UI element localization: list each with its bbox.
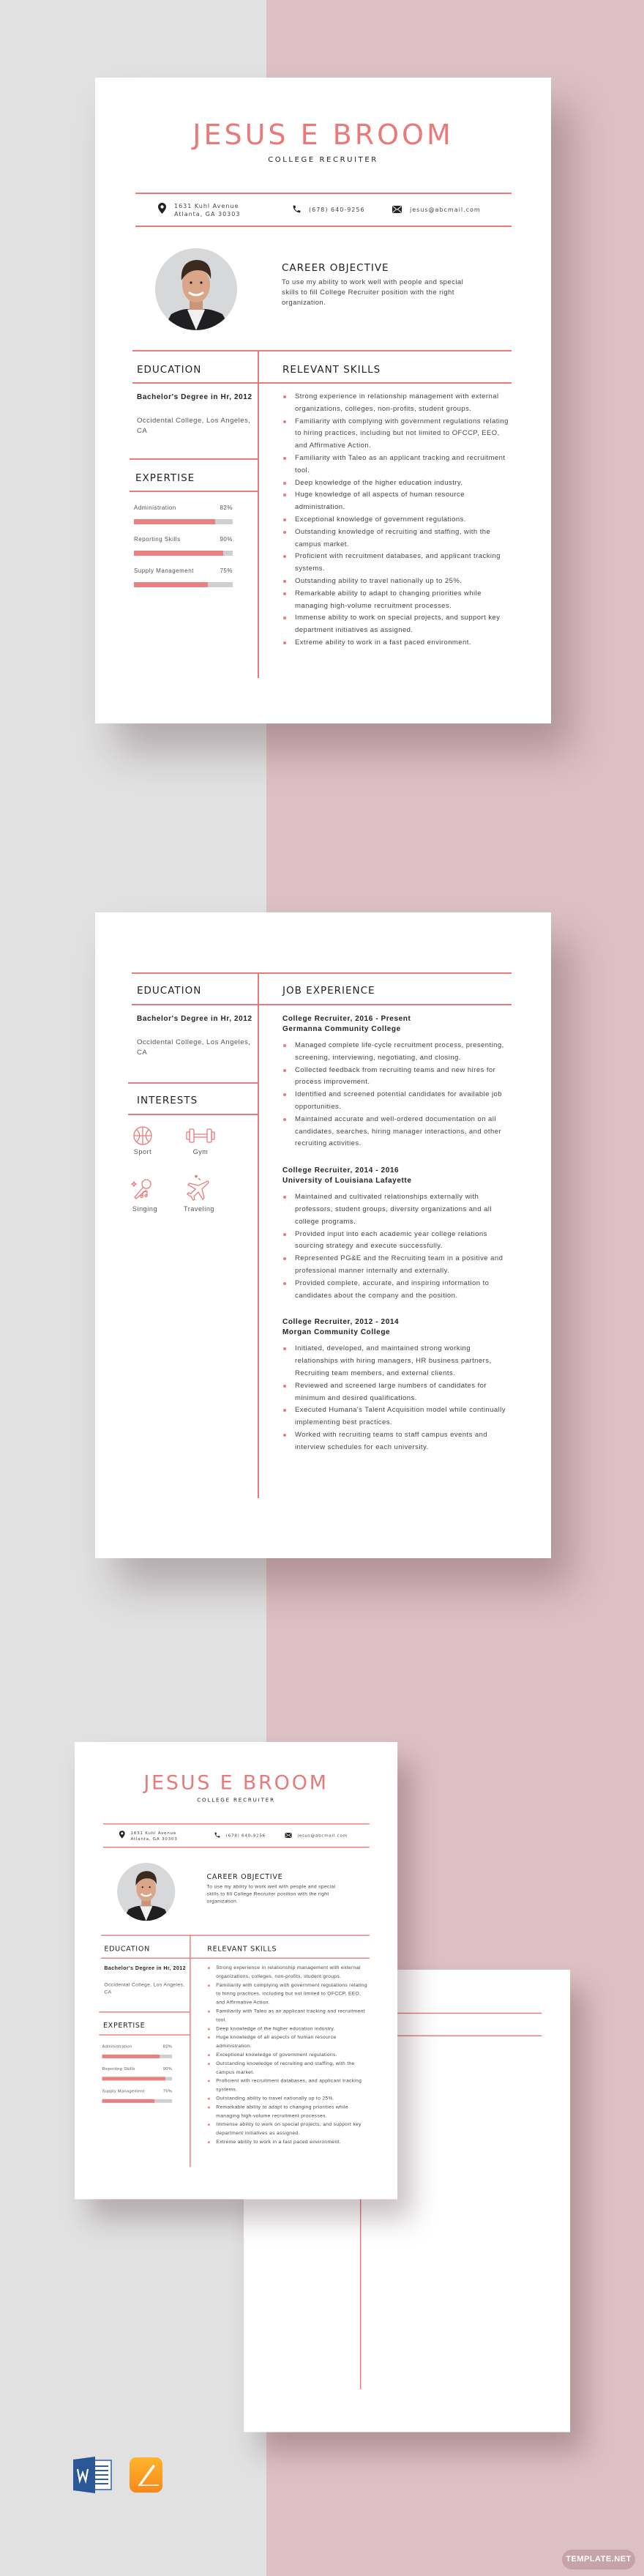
skill-item: Immense ability to work on special projects, and support key department initiatives as assigned. [207,2121,369,2138]
email-address: jesus@abcmail.com [297,1833,348,1838]
phone-icon [292,204,302,214]
expertise-bar [102,2099,173,2103]
candidate-name: JESUS E BROOM [143,1771,329,1794]
expertise-percent: 75% [220,567,233,574]
phone-icon [214,1831,220,1838]
email-address: jesus@abcmail.com [410,206,481,213]
education-school: Occidental College, Los Angeles, CA [137,1038,251,1057]
skill-item: Familiarity with Taleo as an applicant tracking and recruitment tool. [282,453,511,477]
job-bullet: Initiated, developed, and maintained strong working relationships with hiring managers, HR business partners, Recruiting team members, and external clients. [282,1343,511,1380]
divider [130,491,258,492]
job-bullet: Managed complete life-cycle recruitment process, presenting, screening, interviewing, negotiating, and closing. [282,1040,511,1065]
address-line-2: Atlanta, GA 30303 [130,1836,178,1842]
envelope-icon [285,1833,291,1838]
job-entry [282,1317,511,1453]
expertise-label: Administration [102,2044,132,2050]
expertise-bar [102,2077,173,2080]
expertise-label: Reporting Skills [134,536,181,543]
expertise-bar-fill [134,551,223,556]
skill-item: Remarkable ability to adapt to changing priorities while managing high-volume recruitment processes. [207,2103,369,2121]
skill-item: Strong experience in relationship management with external organizations, colleges, non-profits, student groups. [282,391,511,416]
expertise-label: Supply Management [134,567,194,574]
job-company: Germanna Community College [282,1025,401,1033]
experience-list [282,1014,511,1470]
job-bullet: Collected feedback from recruiting teams and new hires for process improvement. [282,1065,511,1090]
expertise-percent: 90% [220,536,233,543]
job-bullets [282,1040,511,1150]
expertise-bar-fill [102,2099,155,2103]
candidate-name: JESUS E BROOM [192,119,454,151]
expertise-label: Administration [134,505,176,511]
career-objective-text: To use my ability to work well with people and special skills to fill College Recruiter position with the right organization. [206,1883,336,1905]
skill-item: Familiarity with Taleo as an applicant tracking and recruitment tool. [207,2007,369,2025]
education-heading: EDUCATION [104,1944,150,1954]
skill-item: Familiarity with complying with government regulations relating to hiring practices, including but not limited to OFCCP, EEO, and Affirmative Action. [282,416,511,453]
job-bullet: Provided input into each academic year college relations sourcing strategy and execute successfully. [282,1229,511,1254]
column-divider [258,350,259,678]
job-entry [282,1166,511,1302]
expertise-list [102,2044,173,2107]
career-objective-heading: CAREER OBJECTIVE [282,262,389,274]
expertise-label: Reporting Skills [102,2066,135,2071]
skills-list [282,391,511,649]
location-pin-icon [158,203,166,214]
job-title: COLLEGE RECRUITER [197,1797,275,1803]
basketball-icon [132,1125,154,1147]
dumbbell-icon [186,1127,215,1144]
expertise-bar [134,582,233,587]
location-pin-icon [119,1831,125,1839]
job-title: College Recruiter, 2014 - 2016 [282,1166,400,1175]
interest-label: Traveling [183,1205,215,1213]
job-title: COLLEGE RECRUITER [268,156,378,164]
expertise-bar [102,2055,173,2058]
divider [132,1004,512,1005]
job-bullets [282,1191,511,1302]
interests-heading: INTERESTS [137,1095,198,1106]
resume-page-2 [95,912,551,1558]
phone-number: (678) 640-9256 [225,1833,266,1838]
skill-item: Extreme ability to work in a fast paced environment. [282,637,511,649]
job-bullets [282,1343,511,1453]
job-company: University of Louisiana Lafayette [282,1177,412,1185]
skill-item: Outstanding knowledge of recruiting and staffing, with the campus market. [207,2060,369,2077]
skill-item: Familiarity with complying with government regulations relating to hiring practices, including but not limited to OFCCP, EEO, and Affirmative Action. [207,1981,369,2008]
skill-item: Outstanding ability to travel nationally up to 25%. [207,2094,369,2103]
skills-heading: RELEVANT SKILLS [207,1944,277,1954]
address-line-1: 1631 Kuhl Avenue [130,1831,177,1836]
job-bullet: Maintained and cultivated relationships externally with professors, student groups, diversity organizations and all college programs. [282,1191,511,1228]
expertise-label: Supply Management [102,2088,145,2094]
skill-item: Strong experience in relationship management with external organizations, colleges, non-profits, student groups. [207,1964,369,1981]
skill-item: Proficient with recruitment databases, and applicant tracking systems. [282,551,511,576]
divider [128,1114,258,1115]
skills-heading: RELEVANT SKILLS [282,364,381,376]
skill-item: Exceptional knowledge of government regulations. [207,2051,369,2060]
word-icon[interactable] [73,2457,112,2493]
expertise-percent: 82% [220,505,233,511]
skills-list [207,1964,369,2147]
skill-item: Outstanding ability to travel nationally up to 25%. [282,576,511,588]
job-bullet: Executed Humana's Talent Acquisition model while continually implementing best practices. [282,1404,511,1429]
expertise-heading: EXPERTISE [102,2021,146,2030]
divider [99,2011,190,2012]
skill-item: Outstanding knowledge of recruiting and staffing, with the campus market. [282,526,511,551]
job-company: Morgan Community College [282,1328,391,1337]
education-degree: Bachelor's Degree in Hr, 2012 [137,1015,252,1023]
education-school: Occidental College, Los Angeles, CA [104,1981,185,1995]
watermark: TEMPLATE.NET [562,2550,635,2569]
career-objective-text: To use my ability to work well with people and special skills to fill College Recruiter position with the right organization. [282,278,464,307]
divider [132,382,512,384]
resume-page-1 [95,78,551,723]
interest-label: Sport [133,1148,152,1155]
divider [128,1082,258,1084]
expertise-bar-fill [102,2077,165,2080]
expertise-list [134,505,233,592]
expertise-percent: 75% [162,2088,173,2094]
job-bullet: Maintained accurate and well-ordered documentation on all candidates, searches, hiring manager interactions, and other recruiting activities. [282,1114,511,1150]
education-degree: Bachelor's Degree in Hr, 2012 [137,393,252,401]
airplane-icon [186,1175,211,1201]
job-bullet: Provided complete, accurate, and inspiring information to candidates about the company and the position. [282,1278,511,1303]
expertise-percent: 90% [162,2066,173,2071]
expertise-bar-fill [102,2055,160,2058]
skill-item: Deep knowledge of the higher education industry. [207,2025,369,2033]
divider [130,458,258,460]
job-bullet: Reviewed and screened large numbers of candidates for minimum and desired qualifications. [282,1380,511,1405]
address-line-1: 1631 Kuhl Avenue [174,203,239,209]
divider [99,2034,190,2035]
skill-item: Remarkable ability to adapt to changing priorities while managing high-volume recruitment processes. [282,588,511,613]
profile-photo [117,1863,175,1921]
envelope-icon [392,206,402,213]
microphone-icon [130,1177,154,1201]
pages-icon[interactable] [130,2457,162,2493]
resume-page-1-preview [75,1742,397,2199]
experience-heading: JOB EXPERIENCE [282,985,375,997]
divider [135,226,512,227]
job-bullet: Worked with recruiting teams to staff campus events and interview schedules for each university. [282,1429,511,1454]
expertise-heading: EXPERTISE [135,472,195,484]
divider [103,1823,370,1824]
profile-photo [155,248,237,330]
skill-item: Huge knowledge of all aspects of human resource administration. [207,2033,369,2051]
skill-item: Deep knowledge of the higher education industry. [282,477,511,490]
education-school: Occidental College, Los Angeles, CA [137,417,251,435]
job-bullet: Identified and screened potential candidates for available job opportunities. [282,1089,511,1114]
interest-label: Gym [192,1148,209,1155]
education-heading: EDUCATION [137,364,202,376]
expertise-bar [134,551,233,556]
expertise-bar [134,519,233,524]
job-entry [282,1014,511,1150]
job-title: College Recruiter, 2016 - Present [282,1015,411,1023]
expertise-bar-fill [134,582,208,587]
skill-item: Extreme ability to work in a fast paced environment. [207,2138,369,2147]
career-objective-heading: CAREER OBJECTIVE [206,1872,283,1881]
education-degree: Bachelor's Degree in Hr, 2012 [104,1965,186,1971]
expertise-bar-fill [134,519,215,524]
expertise-percent: 82% [162,2044,173,2050]
divider [135,193,512,194]
column-divider [258,972,259,1498]
interest-label: Singing [132,1205,158,1213]
skill-item: Exceptional knowledge of government regulations. [282,514,511,526]
skill-item: Immense ability to work on special projects, and support key department initiatives as assigned. [282,612,511,637]
skill-item: Huge knowledge of all aspects of human resource administration. [282,489,511,514]
divider [101,1958,370,1959]
phone-number: (678) 640-9256 [309,206,365,213]
job-title: College Recruiter, 2012 - 2014 [282,1318,400,1327]
skill-item: Proficient with recruitment databases, and applicant tracking systems. [207,2077,369,2095]
divider [132,972,512,974]
job-bullet: Represented PG&E and the Recruiting team in a positive and professional manner internally and externally. [282,1253,511,1278]
education-heading: EDUCATION [137,985,202,997]
divider [132,350,512,351]
address-line-2: Atlanta, GA 30303 [174,211,241,217]
